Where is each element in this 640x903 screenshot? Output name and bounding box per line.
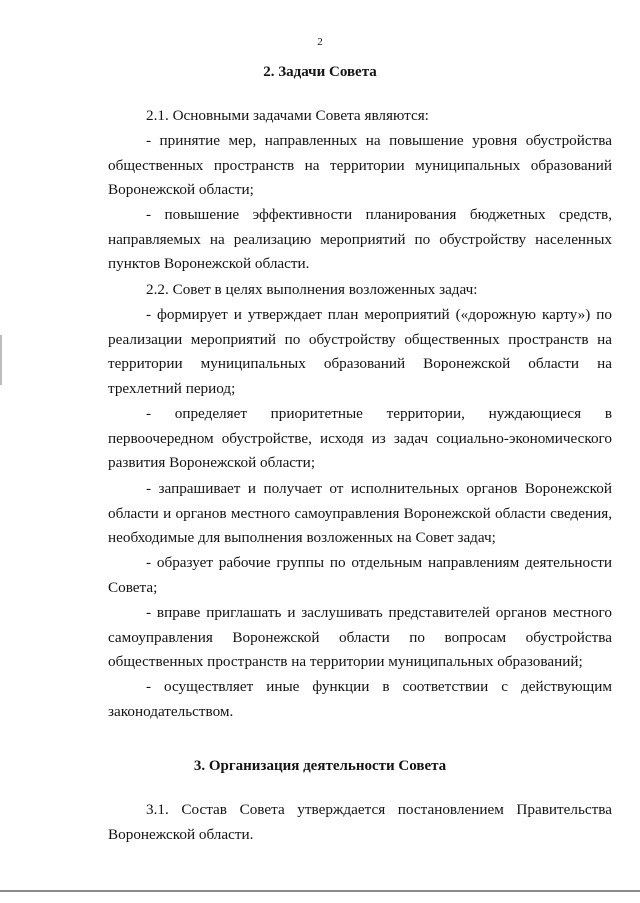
paragraph: - образует рабочие группы по отдельным направлениям деятельности Совета; <box>108 554 612 596</box>
scan-bottom-edge <box>0 890 640 892</box>
paragraph: - повышение эффективности планирования бюджетных средств, направляемых на реализацию мероприятий по обустройству населенных пунктов Воронежской области. <box>108 206 612 272</box>
paragraph: - осуществляет иные функции в соответствии с действующим законодательством. <box>108 678 612 720</box>
scan-edge-mark <box>0 335 2 385</box>
section-3-title: 3. Организация деятельности Совета <box>193 758 447 774</box>
paragraph: 2.2. Совет в целях выполнения возложенных задач: <box>146 281 478 298</box>
paragraph: - вправе приглашать и заслушивать представителей органов местного самоуправления Воронежской области по вопросам обустройства общественных пространств на территории муниципальных образований; <box>108 604 612 670</box>
paragraph: - определяет приоритетные территории, нуждающиеся в первоочередном обустройстве, исходя из задач социально-экономического развития Воронежской области; <box>108 405 612 471</box>
paragraph: - запрашивает и получает от исполнительных органов Воронежской области и органов местного самоуправления Воронежской области сведения, необходимые для выполнения возложенных на Совет задач; <box>108 480 612 546</box>
paragraph: 2.1. Основными задачами Совета являются: <box>146 107 429 124</box>
section-2-title: 2. Задачи Совета <box>263 64 377 80</box>
paragraph: 3.1. Состав Совета утверждается постановлением Правительства Воронежской области. <box>108 801 612 843</box>
paragraph: - принятие мер, направленных на повышение уровня обустройства общественных пространств на территории муниципальных образований Воронежской области; <box>108 132 612 198</box>
paragraph: - формирует и утверждает план мероприятий («дорожную карту») по реализации мероприятий по обустройству общественных пространств на территории муниципальных образований Воронежской области на трехлетний период; <box>108 306 612 397</box>
page-number: 2 <box>317 36 323 48</box>
